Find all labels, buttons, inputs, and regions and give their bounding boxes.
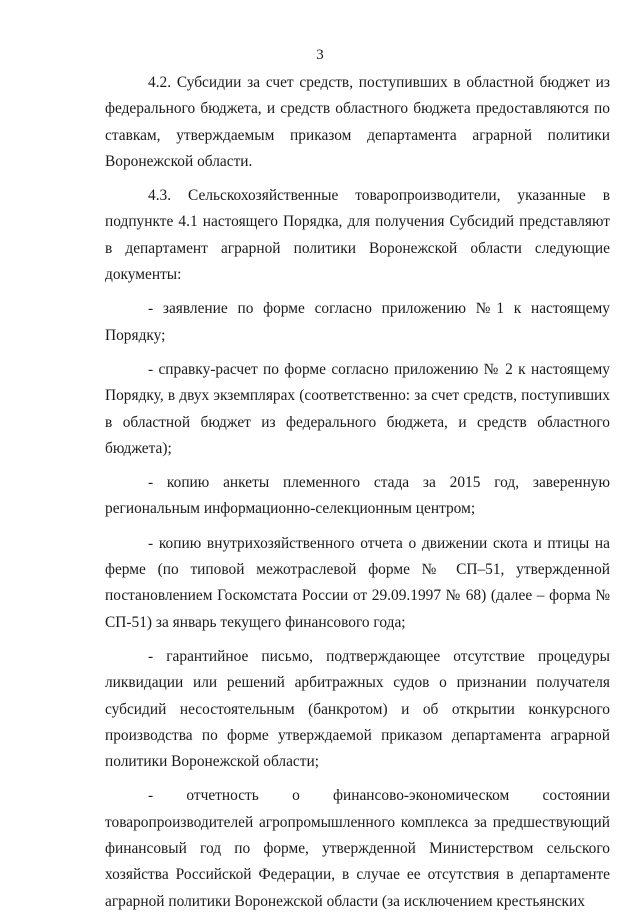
list-item-livestock-report: - копию внутрихозяйственного отчета о движении скота и птицы на ферме (по типовой межотраслевой форме № СП–51, утвержденной постановлением Госкомстата России от 29.09.1997 № 68) (далее – форма № СП-51) за январь текущего финансового года; [105,534,610,631]
page-number: 3 [316,47,324,63]
paragraph-4-2: 4.2. Субсидии за счет средств, поступивших в областной бюджет из федерального бюджета, и средств областного бюджета предоставляются по ставкам, утверждаемым приказом департамента аграрной политики Воронежской области. [105,74,610,170]
list-item-application: - заявление по форме согласно приложению №1 к настоящему Порядку; [105,300,610,344]
list-item-herd-questionnaire: - копию анкеты племенного стада за 2015 год, заверенную региональным информационно-селекционным центром; [105,474,610,518]
list-item-guarantee-letter: - гарантийное письмо, подтверждающее отсутствие процедуры ликвидации или решений арбитражных судов о признании получателя субсидий несостоятельным (банкротом) и об открытии конкурсного производства по форме утверждаемой приказом департамента аграрной политики Воронежской области; [105,647,610,771]
list-item-calculation: - справку-расчет по форме согласно приложению № 2 к настоящему Порядку, в двух экземплярах (соответственно: за счет средств, поступивших в областной бюджет из федерального бюджета, и средств областного бюджета); [105,360,610,457]
list-item-financial-report: - отчетность о финансово-экономическом состоянии товаропроизводителей агропромышленного комплекса за предшествующий финансовый год по форме, утвержденной Министерством сельского хозяйства Российской Федерации, в случае ее отсутствия в департаменте аграрной политики Воронежской области (за исключением крестьянских [105,787,610,910]
paragraph-4-3: 4.3. Сельскохозяйственные товаропроизводители, указанные в подпункте 4.1 настоящего Порядка, для получения Субсидий представляют в департамент аграрной политики Воронежской области следующие документы: [105,187,610,284]
document-body [105,70,610,923]
